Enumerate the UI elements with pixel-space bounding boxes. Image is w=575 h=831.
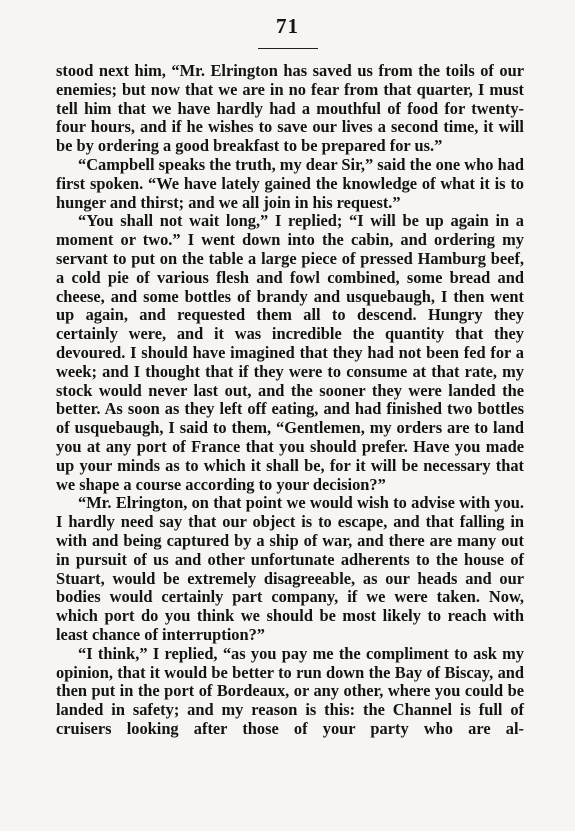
paragraph-1: stood next him, “Mr. Elrington has saved us from the toils of our enemies; but now that we are in no fear from that quarter, I must tell him that we have hardly had a mouthful of food for twenty-four hours, and if he wishes to save our lives a second time, it will be by ordering a good breakfast to be prepared for us.” (56, 61, 524, 156)
paragraph-5: “I think,” I replied, “as you pay me the compliment to ask my opinion, that it would be better to run down the Bay of Biscay, and then put in the port of Bordeaux, or any other, where you could be landed in safety; and my reason is this: the Channel is full of cruisers looking after those of your party who are al- (56, 643, 524, 738)
paragraph-2: “Campbell speaks the truth, my dear Sir,” said the one who had first spoken. “We have lately gained the knowledge of what it is to hunger and thirst; and we all join in his request.” (56, 154, 524, 212)
page-number: 71 (276, 14, 299, 38)
header-rule (258, 48, 318, 49)
body-text (56, 62, 524, 739)
paragraph-4: “Mr. Elrington, on that point we would wish to advise with you. I hardly need say that our object is to escape, and that falling in with and being captured by a ship of war, and there are many out in pursuit of us and other unfortunate adherents to the house of Stuart, would be extremely disagreeable, as our heads and our bodies would certainly part company, if we were taken. Now, which port do you think we should be most likely to reach with least chance of interruption?” (56, 493, 524, 644)
paragraph-3: “You shall not wait long,” I replied; “I will be up again in a moment or two.” I went down into the cabin, and ordering my servant to put on the table a large piece of pressed Hamburg beef, a cold pie of various flesh and fowl combined, some bread and cheese, and some bottles of brandy and usquebaugh, I then went up again, and requested them all to descend. Hungry they certainly were, and it was incredible the quantity that they devoured. I should have imagined that they had not been fed for a week; and I thought that if they were to consume at that rate, my stock would never last out, and the sooner they were landed the better. As soon as they left off eating, and had finished two bottles of usquebaugh, I said to them, “Gentlemen, my orders are to land you at any port of France that you should prefer. Have you made up your minds as to which it shall be, for it will be necessary that we shape a course according to your decision?” (56, 211, 524, 494)
